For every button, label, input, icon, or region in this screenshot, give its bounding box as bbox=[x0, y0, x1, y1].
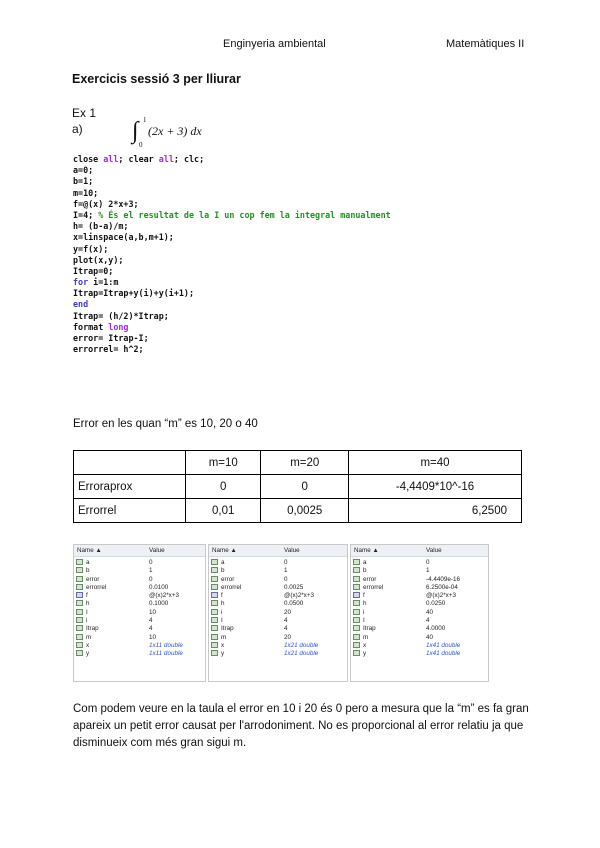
code-token: errorrel= h^2; bbox=[73, 344, 144, 355]
code-line bbox=[73, 288, 391, 299]
table-cell: 0,0025 bbox=[261, 499, 349, 523]
workspace-variable-row[interactable] bbox=[351, 592, 488, 600]
code-line bbox=[73, 154, 391, 165]
workspace-variable-value: 1x11 double bbox=[149, 650, 183, 658]
workspace-variable-value: 4 bbox=[149, 617, 153, 625]
workspace-variable-row[interactable] bbox=[209, 592, 347, 600]
workspace-variable-value: 0 bbox=[284, 559, 288, 566]
header-right: Matemàtiques II bbox=[446, 38, 525, 50]
workspace-variable-value: 4 bbox=[284, 625, 288, 633]
function-handle-icon bbox=[353, 592, 360, 598]
code-token: ; clc; bbox=[173, 154, 205, 164]
variable-grid-icon bbox=[211, 600, 218, 606]
workspace-variable-row[interactable] bbox=[351, 600, 488, 608]
workspace-variable-value: 20 bbox=[284, 633, 292, 641]
code-token: b=1; bbox=[73, 176, 94, 187]
table-header-cell: m=20 bbox=[261, 451, 349, 475]
workspace-variable-name: a bbox=[86, 559, 90, 566]
variable-grid-icon bbox=[353, 559, 360, 565]
table-row bbox=[74, 499, 522, 523]
workspace-variable-row[interactable] bbox=[209, 634, 347, 642]
code-line bbox=[73, 266, 391, 277]
workspace-variable-value: 4 bbox=[284, 617, 288, 625]
workspace-variable-row[interactable] bbox=[74, 609, 205, 617]
code-token: x=linspace(a,b,m+1); bbox=[73, 232, 174, 243]
variable-grid-icon bbox=[76, 559, 83, 565]
variable-grid-icon bbox=[76, 584, 83, 590]
variable-grid-icon bbox=[76, 567, 83, 573]
workspace-variable-value: 4 bbox=[426, 617, 430, 625]
code-line bbox=[73, 311, 391, 322]
workspace-variable-value: 10 bbox=[149, 608, 157, 616]
workspace-value-column-header[interactable]: Value bbox=[426, 547, 442, 554]
workspace-variable-row[interactable] bbox=[351, 625, 488, 633]
workspace-variable-row[interactable] bbox=[209, 567, 347, 575]
workspace-variable-name: error bbox=[86, 575, 100, 583]
workspace-variable-name: error bbox=[363, 575, 377, 583]
workspace-variable-row[interactable] bbox=[74, 617, 205, 625]
code-line bbox=[73, 299, 391, 310]
workspace-variable-name: a bbox=[363, 559, 367, 566]
workspace-variable-name: b bbox=[363, 567, 367, 575]
workspace-variable-value: 0 bbox=[149, 575, 153, 583]
workspace-variable-value: 0.0500 bbox=[284, 600, 304, 608]
workspace-variable-name: i bbox=[221, 608, 223, 616]
variable-grid-icon bbox=[211, 634, 218, 640]
header-left: Enginyeria ambiental bbox=[223, 38, 326, 50]
table-cell: 0,01 bbox=[186, 499, 261, 523]
table-header-cell: m=10 bbox=[186, 451, 261, 475]
workspace-variable-row[interactable] bbox=[209, 609, 347, 617]
workspace-variable-row[interactable] bbox=[351, 617, 488, 625]
integral-upper-limit: 1 bbox=[143, 116, 147, 124]
code-token: I=4; bbox=[73, 209, 99, 220]
workspace-variable-value: 1x21 double bbox=[284, 641, 319, 649]
code-line bbox=[73, 188, 391, 199]
code-token: format bbox=[73, 321, 109, 332]
workspace-variable-name: f bbox=[363, 592, 365, 600]
code-token: ; clear bbox=[118, 154, 159, 164]
workspace-variable-value: -4.4409e-16 bbox=[426, 575, 460, 583]
workspace-variable-name: h bbox=[363, 600, 367, 608]
integral-sign-icon: ∫ bbox=[132, 118, 139, 144]
workspace-variable-name: Itrap bbox=[363, 625, 376, 633]
code-token: m=10; bbox=[73, 187, 99, 198]
workspace-variable-row[interactable] bbox=[74, 584, 205, 592]
function-handle-icon bbox=[76, 592, 83, 598]
workspace-header bbox=[351, 545, 488, 557]
table-cell: 6,2500 bbox=[349, 499, 522, 523]
workspace-panel-m10 bbox=[73, 544, 206, 682]
code-line bbox=[73, 176, 391, 187]
workspace-variable-value: 1 bbox=[149, 567, 153, 575]
workspace-variable-value: 0 bbox=[426, 559, 430, 566]
variable-grid-icon bbox=[211, 584, 218, 590]
workspace-variable-row[interactable] bbox=[74, 592, 205, 600]
variable-grid-icon bbox=[353, 567, 360, 573]
workspace-variable-row[interactable] bbox=[351, 650, 488, 658]
workspace-variable-name: errorrel bbox=[86, 583, 107, 591]
workspace-variable-row[interactable] bbox=[74, 625, 205, 633]
workspace-variable-value: 0.0250 bbox=[426, 600, 446, 608]
workspace-variable-name: m bbox=[86, 633, 92, 641]
workspace-variable-name: x bbox=[86, 641, 90, 649]
workspace-variable-name: h bbox=[221, 600, 225, 608]
workspace-variable-value: 1 bbox=[284, 567, 288, 575]
code-line bbox=[73, 277, 391, 288]
workspace-variable-row[interactable] bbox=[209, 650, 347, 658]
code-line bbox=[73, 322, 391, 333]
workspace-variable-value: 1x41 double bbox=[426, 650, 461, 658]
error-table bbox=[73, 450, 522, 523]
code-token: error= Itrap-I; bbox=[73, 333, 149, 343]
code-line bbox=[73, 344, 391, 355]
code-token: plot(x,y); bbox=[73, 254, 124, 265]
workspace-variable-value: 6.2500e-04 bbox=[426, 583, 458, 591]
workspace-variable-value: 0 bbox=[149, 559, 153, 566]
table-header-row bbox=[74, 451, 522, 475]
variable-grid-icon bbox=[211, 576, 218, 582]
workspace-variable-value: 4 bbox=[149, 625, 153, 633]
workspace-variable-name: I bbox=[221, 617, 223, 625]
code-token: a=0; bbox=[73, 165, 94, 176]
workspace-variable-name: y bbox=[221, 650, 225, 658]
function-handle-icon bbox=[211, 592, 218, 598]
workspace-variable-row[interactable] bbox=[351, 576, 488, 584]
variable-grid-icon bbox=[76, 634, 83, 640]
code-token: Itrap= (h/2)*Itrap; bbox=[73, 310, 169, 321]
integrand: (2x + 3) dx bbox=[148, 124, 202, 138]
code-token: Itrap=Itrap+y(i)+y(i+1); bbox=[73, 288, 195, 299]
workspace-variable-value: 4.0000 bbox=[426, 625, 446, 633]
workspace-variable-row[interactable] bbox=[74, 567, 205, 575]
table-header-cell: m=40 bbox=[349, 451, 522, 475]
workspace-variable-name: x bbox=[363, 641, 367, 649]
integral-lower-limit: 0 bbox=[139, 141, 143, 149]
table-cell: 0 bbox=[261, 475, 349, 499]
workspace-variable-name: I bbox=[363, 617, 365, 625]
workspace-variable-row[interactable] bbox=[351, 634, 488, 642]
code-token: h= (b-a)/m; bbox=[73, 221, 129, 232]
workspace-variable-row[interactable] bbox=[351, 559, 488, 567]
workspace-variable-row[interactable] bbox=[74, 576, 205, 584]
code-line bbox=[73, 333, 391, 344]
code-line bbox=[73, 210, 391, 221]
workspace-variable-row[interactable] bbox=[74, 634, 205, 642]
code-line bbox=[73, 199, 391, 210]
table-cell: 0 bbox=[186, 475, 261, 499]
workspace-header bbox=[74, 545, 205, 557]
variable-grid-icon bbox=[211, 650, 218, 656]
variable-grid-icon bbox=[76, 600, 83, 606]
workspace-variable-name: i bbox=[363, 608, 365, 616]
workspace-variable-value: 0.0025 bbox=[284, 583, 304, 591]
workspace-variable-name: f bbox=[86, 592, 88, 600]
code-line bbox=[73, 232, 391, 243]
variable-grid-icon bbox=[211, 625, 218, 631]
workspace-variable-name: I bbox=[86, 608, 88, 616]
workspace-variable-name: i bbox=[86, 617, 88, 625]
workspace-variable-value: 40 bbox=[426, 633, 434, 641]
variable-grid-icon bbox=[353, 600, 360, 606]
workspace-variable-name: y bbox=[86, 650, 90, 658]
workspace-variable-name: h bbox=[86, 600, 90, 608]
workspace-variable-name: b bbox=[221, 567, 225, 575]
variable-grid-icon bbox=[211, 567, 218, 573]
page-title: Exercicis sessió 3 per lliurar bbox=[72, 72, 241, 86]
workspace-variable-name: Itrap bbox=[86, 625, 99, 633]
code-token: i=1:m bbox=[88, 277, 119, 288]
variable-grid-icon bbox=[76, 617, 83, 623]
workspace-panel-m20 bbox=[208, 544, 348, 682]
code-line bbox=[73, 165, 391, 176]
workspace-variable-row[interactable] bbox=[74, 559, 205, 567]
variable-grid-icon bbox=[76, 576, 83, 582]
workspace-variable-value: 0.0100 bbox=[149, 583, 169, 591]
workspace-variable-row[interactable] bbox=[351, 642, 488, 650]
workspace-variable-row[interactable] bbox=[74, 600, 205, 608]
workspace-name-column-header[interactable]: Name ▲ bbox=[354, 547, 379, 554]
variable-grid-icon bbox=[353, 650, 360, 656]
workspace-variable-row[interactable] bbox=[351, 609, 488, 617]
variable-grid-icon bbox=[353, 609, 360, 615]
code-token: for bbox=[73, 277, 89, 288]
workspace-variable-row[interactable] bbox=[209, 584, 347, 592]
table-intro: Error en les quan “m” es 10, 20 o 40 bbox=[73, 418, 258, 430]
workspace-variable-row[interactable] bbox=[209, 617, 347, 625]
code-token: all bbox=[103, 154, 119, 164]
workspace-variable-row[interactable] bbox=[209, 642, 347, 650]
conclusion-paragraph: Com podem veure en la taula el error en 10 i 20 és 0 pero a mesura que la “m” es fa gran apareix un petit error causat per l'arrodoniment. No es proporcional al error relatiu ja que disminueix com més gran sigui m. bbox=[73, 703, 529, 749]
code-token: Itrap=0; bbox=[73, 265, 114, 276]
workspace-variable-name: m bbox=[363, 633, 369, 641]
workspace-variable-name: errorrel bbox=[221, 583, 242, 591]
variable-grid-icon bbox=[353, 584, 360, 590]
workspace-variable-value: @(x)2*x+3 bbox=[426, 592, 457, 600]
variable-grid-icon bbox=[76, 650, 83, 656]
workspace-variable-name: errorrel bbox=[363, 583, 384, 591]
workspace-variable-name: m bbox=[221, 633, 227, 641]
workspace-variable-value: 20 bbox=[284, 608, 292, 616]
workspace-name-column-header[interactable]: Name ▲ bbox=[212, 547, 237, 554]
variable-grid-icon bbox=[353, 634, 360, 640]
workspace-variable-value: 1x21 double bbox=[284, 650, 319, 658]
workspace-variable-name: b bbox=[86, 567, 90, 575]
variable-grid-icon bbox=[211, 559, 218, 565]
matlab-code-block bbox=[73, 154, 391, 355]
table-row bbox=[74, 475, 522, 499]
variable-grid-icon bbox=[211, 642, 218, 648]
code-token: % És el resultat de la I un cop fem la integral manualment bbox=[98, 209, 391, 220]
workspace-variable-row[interactable] bbox=[74, 650, 205, 658]
workspace-variable-row[interactable] bbox=[209, 576, 347, 584]
workspace-variable-row[interactable] bbox=[209, 625, 347, 633]
variable-grid-icon bbox=[76, 625, 83, 631]
variable-grid-icon bbox=[211, 609, 218, 615]
workspace-variable-value: 1x41 double bbox=[426, 641, 461, 649]
workspace-variable-row[interactable] bbox=[209, 559, 347, 567]
code-line bbox=[73, 221, 391, 232]
workspace-variable-row[interactable] bbox=[209, 600, 347, 608]
variable-grid-icon bbox=[353, 625, 360, 631]
workspace-variable-value: 0.1000 bbox=[149, 600, 169, 608]
workspace-value-column-header[interactable]: Value bbox=[284, 547, 300, 554]
code-token: end bbox=[73, 299, 89, 310]
workspace-variable-row[interactable] bbox=[351, 584, 488, 592]
table-cell: -4,4409*10^-16 bbox=[349, 475, 522, 499]
workspace-value-column-header[interactable]: Value bbox=[149, 547, 165, 554]
code-token: all bbox=[158, 154, 174, 164]
code-token: y=f(x); bbox=[73, 243, 109, 254]
exercise-part: a) bbox=[72, 122, 83, 136]
workspace-variable-name: y bbox=[363, 650, 367, 658]
workspace-variable-name: f bbox=[221, 592, 223, 600]
workspace-variable-value: 40 bbox=[426, 608, 434, 616]
workspace-variable-name: x bbox=[221, 641, 225, 649]
code-token: close bbox=[73, 154, 104, 164]
variable-grid-icon bbox=[353, 642, 360, 648]
table-cell: Erroraprox bbox=[74, 475, 186, 499]
workspace-variable-value: 0 bbox=[284, 575, 288, 583]
workspace-variable-row[interactable] bbox=[351, 567, 488, 575]
workspace-variable-name: Itrap bbox=[221, 625, 234, 633]
integral-formula bbox=[128, 112, 218, 156]
workspace-name-column-header[interactable]: Name ▲ bbox=[77, 547, 102, 554]
code-line bbox=[73, 255, 391, 266]
exercise-label: Ex 1 bbox=[72, 106, 97, 120]
variable-grid-icon bbox=[76, 642, 83, 648]
workspace-header bbox=[209, 545, 347, 557]
code-token: f=@(x) 2*x+3; bbox=[73, 198, 139, 209]
table-header-cell bbox=[74, 451, 186, 475]
variable-grid-icon bbox=[353, 576, 360, 582]
workspace-variable-name: a bbox=[221, 559, 225, 566]
workspace-variable-name: error bbox=[221, 575, 235, 583]
code-token: long bbox=[108, 321, 129, 332]
workspace-variable-value: 1 bbox=[426, 567, 430, 575]
variable-grid-icon bbox=[211, 617, 218, 623]
workspace-variable-row[interactable] bbox=[74, 642, 205, 650]
workspace-variable-value: @(x)2*x+3 bbox=[284, 592, 315, 600]
workspace-variable-value: 10 bbox=[149, 633, 157, 641]
table-cell: Errorrel bbox=[74, 499, 186, 523]
workspace-variable-value: 1x11 double bbox=[149, 641, 183, 649]
variable-grid-icon bbox=[353, 617, 360, 623]
workspace-variable-value: @(x)2*x+3 bbox=[149, 592, 180, 600]
code-line bbox=[73, 244, 391, 255]
workspace-panel-m40 bbox=[350, 544, 489, 682]
variable-grid-icon bbox=[76, 609, 83, 615]
